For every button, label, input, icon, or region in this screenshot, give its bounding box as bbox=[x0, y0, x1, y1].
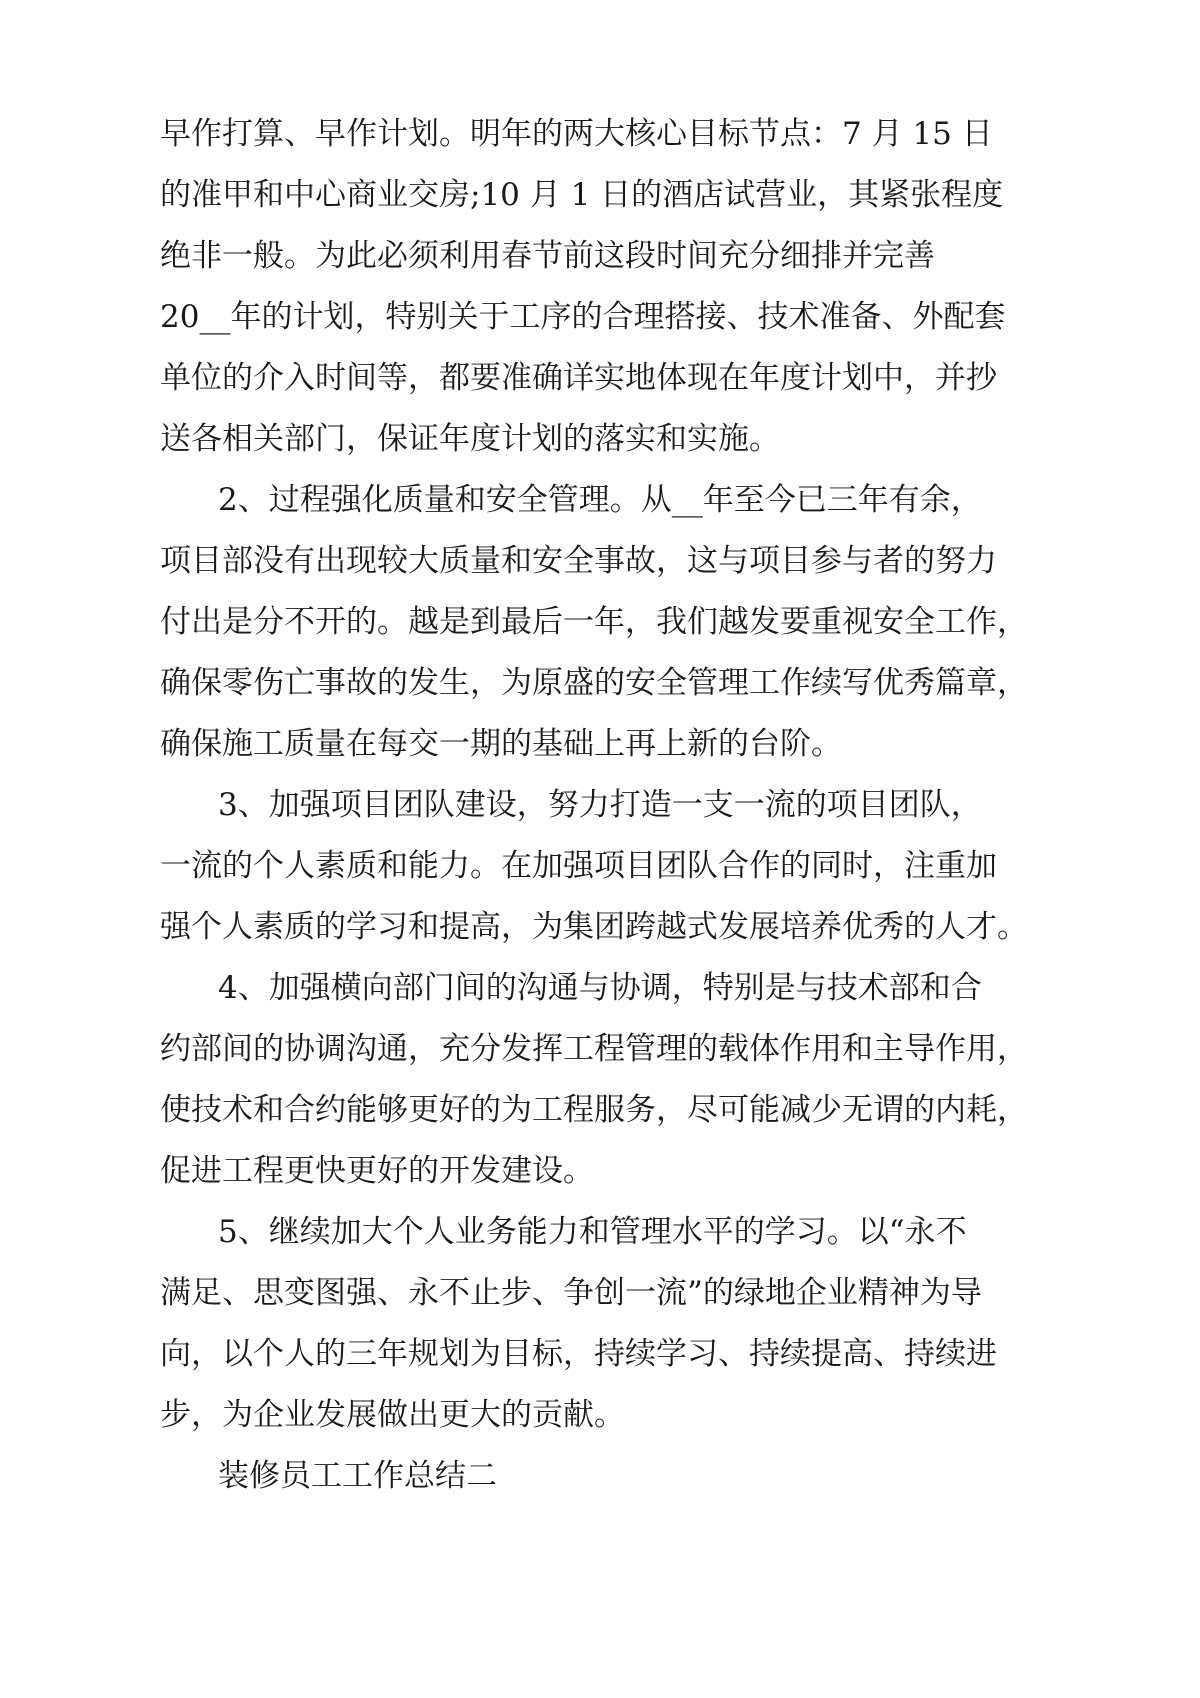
text-line: 强个人素质的学习和提高，为集团跨越式发展培养优秀的人才。 bbox=[160, 909, 1028, 945]
text-line: 向，以个人的三年规划为目标，持续学习、持续提高、持续进 bbox=[160, 1336, 997, 1372]
text-line: 促进工程更快更好的开发建设。 bbox=[160, 1153, 594, 1189]
text-line: 一流的个人素质和能力。在加强项目团队合作的同时，注重加 bbox=[160, 848, 997, 884]
text-line: 付出是分不开的。越是到最后一年，我们越发要重视安全工作， bbox=[160, 604, 1028, 640]
text-line: 满足、思变图强、永不止步、争创一流”的绿地企业精神为导 bbox=[160, 1275, 982, 1311]
text-line: 确保施工质量在每交一期的基础上再上新的台阶。 bbox=[160, 726, 842, 762]
paragraph-first-line: 4、加强横向部门间的沟通与协调，特别是与技术部和合 bbox=[218, 970, 982, 1006]
text-line: 早作打算、早作计划。明年的两大核心目标节点：7 月 15 日 bbox=[160, 116, 993, 152]
text-line: 绝非一般。为此必须利用春节前这段时间充分细排并完善 bbox=[160, 238, 935, 274]
text-line: 确保零伤亡事故的发生，为原盛的安全管理工作续写优秀篇章， bbox=[160, 665, 1028, 701]
paragraph-first-line: 2、过程强化质量和安全管理。从__年至今已三年有余， bbox=[218, 482, 982, 518]
text-line: 步，为企业发展做出更大的贡献。 bbox=[160, 1397, 625, 1433]
text-line: 的准甲和中心商业交房;10 月 1 日的酒店试营业，其紧张程度 bbox=[160, 177, 1004, 213]
text-line: 20__年的计划，特别关于工序的合理搭接、技术准备、外配套 bbox=[160, 299, 1006, 335]
section-heading: 装修员工工作总结二 bbox=[218, 1458, 497, 1494]
text-line: 单位的介入时间等，都要准确详实地体现在年度计划中，并抄 bbox=[160, 360, 997, 396]
text-line: 约部间的协调沟通，充分发挥工程管理的载体作用和主导作用， bbox=[160, 1031, 1028, 1067]
text-line: 送各相关部门，保证年度计划的落实和实施。 bbox=[160, 421, 780, 457]
paragraph-first-line: 5、继续加大个人业务能力和管理水平的学习。以“永不 bbox=[218, 1214, 967, 1250]
paragraph-first-line: 3、加强项目团队建设，努力打造一支一流的项目团队， bbox=[218, 787, 982, 823]
text-line: 使技术和合约能够更好的为工程服务，尽可能减少无谓的内耗， bbox=[160, 1092, 1028, 1128]
text-line: 项目部没有出现较大质量和安全事故，这与项目参与者的努力 bbox=[160, 543, 997, 579]
